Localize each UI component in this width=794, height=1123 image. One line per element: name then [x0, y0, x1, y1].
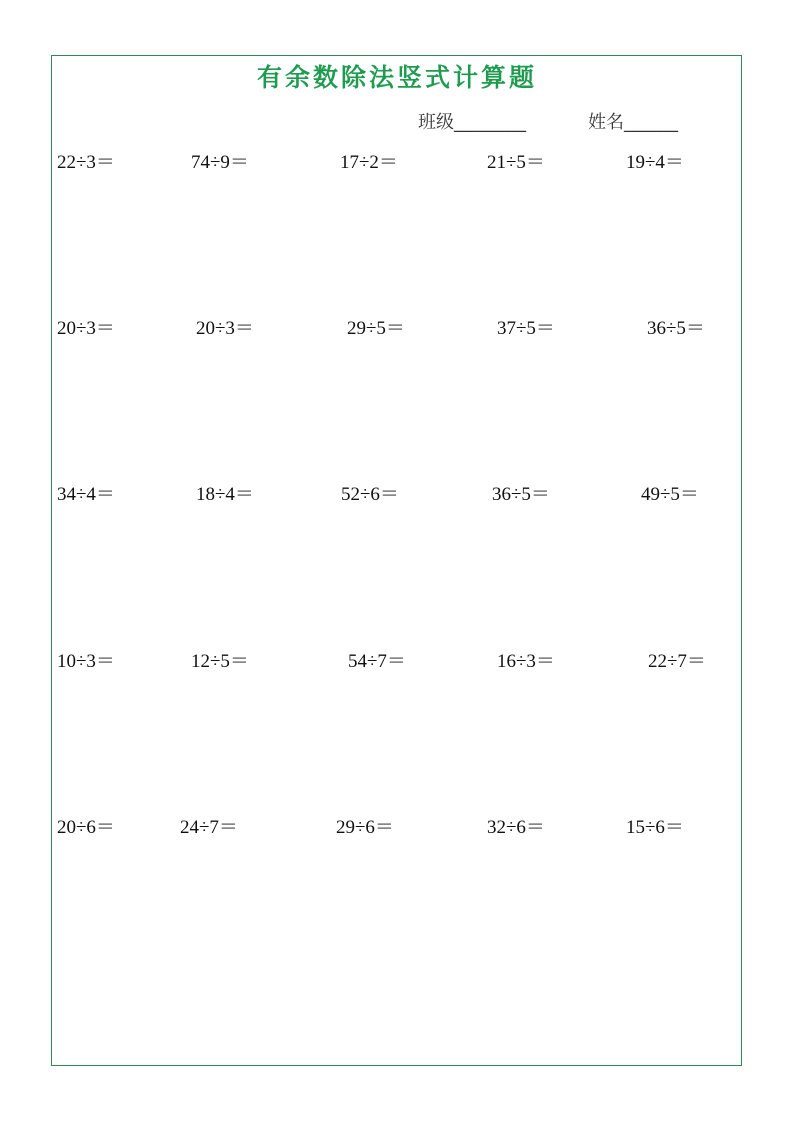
- problem-r2-c3: 29÷5＝: [347, 318, 405, 339]
- problem-r4-c3: 54÷7＝: [348, 651, 406, 672]
- name-label: 姓名: [588, 112, 624, 133]
- class-field: [418, 108, 526, 134]
- problem-r5-c3: 29÷6＝: [336, 817, 394, 838]
- problem-r1-c3: 17÷2＝: [340, 152, 398, 173]
- name-blank-line[interactable]: ______: [624, 112, 678, 133]
- problem-r5-c2: 24÷7＝: [180, 817, 238, 838]
- problem-r2-c1: 20÷3＝: [57, 318, 115, 339]
- class-blank-line[interactable]: ________: [454, 112, 526, 133]
- problem-r4-c5: 22÷7＝: [648, 651, 706, 672]
- class-label: 班级: [418, 112, 454, 133]
- problem-r2-c5: 36÷5＝: [647, 318, 705, 339]
- problem-r2-c4: 37÷5＝: [497, 318, 555, 339]
- problem-r3-c5: 49÷5＝: [641, 484, 699, 505]
- problem-r2-c2: 20÷3＝: [196, 318, 254, 339]
- problem-r5-c1: 20÷6＝: [57, 817, 115, 838]
- problem-r1-c1: 22÷3＝: [57, 152, 115, 173]
- worksheet-border: [51, 55, 742, 1066]
- problem-r5-c4: 32÷6＝: [487, 817, 545, 838]
- problem-r1-c5: 19÷4＝: [626, 152, 684, 173]
- problem-r1-c2: 74÷9＝: [191, 152, 249, 173]
- problem-r3-c2: 18÷4＝: [196, 484, 254, 505]
- worksheet-title: 有余数除法竖式计算题: [256, 63, 537, 92]
- problem-r4-c1: 10÷3＝: [57, 651, 115, 672]
- problem-r5-c5: 15÷6＝: [626, 817, 684, 838]
- problem-r3-c4: 36÷5＝: [492, 484, 550, 505]
- problem-r1-c4: 21÷5＝: [487, 152, 545, 173]
- problem-r4-c2: 12÷5＝: [191, 651, 249, 672]
- problem-r3-c1: 34÷4＝: [57, 484, 115, 505]
- name-field: [588, 108, 678, 134]
- problem-r3-c3: 52÷6＝: [341, 484, 399, 505]
- problem-r4-c4: 16÷3＝: [497, 651, 555, 672]
